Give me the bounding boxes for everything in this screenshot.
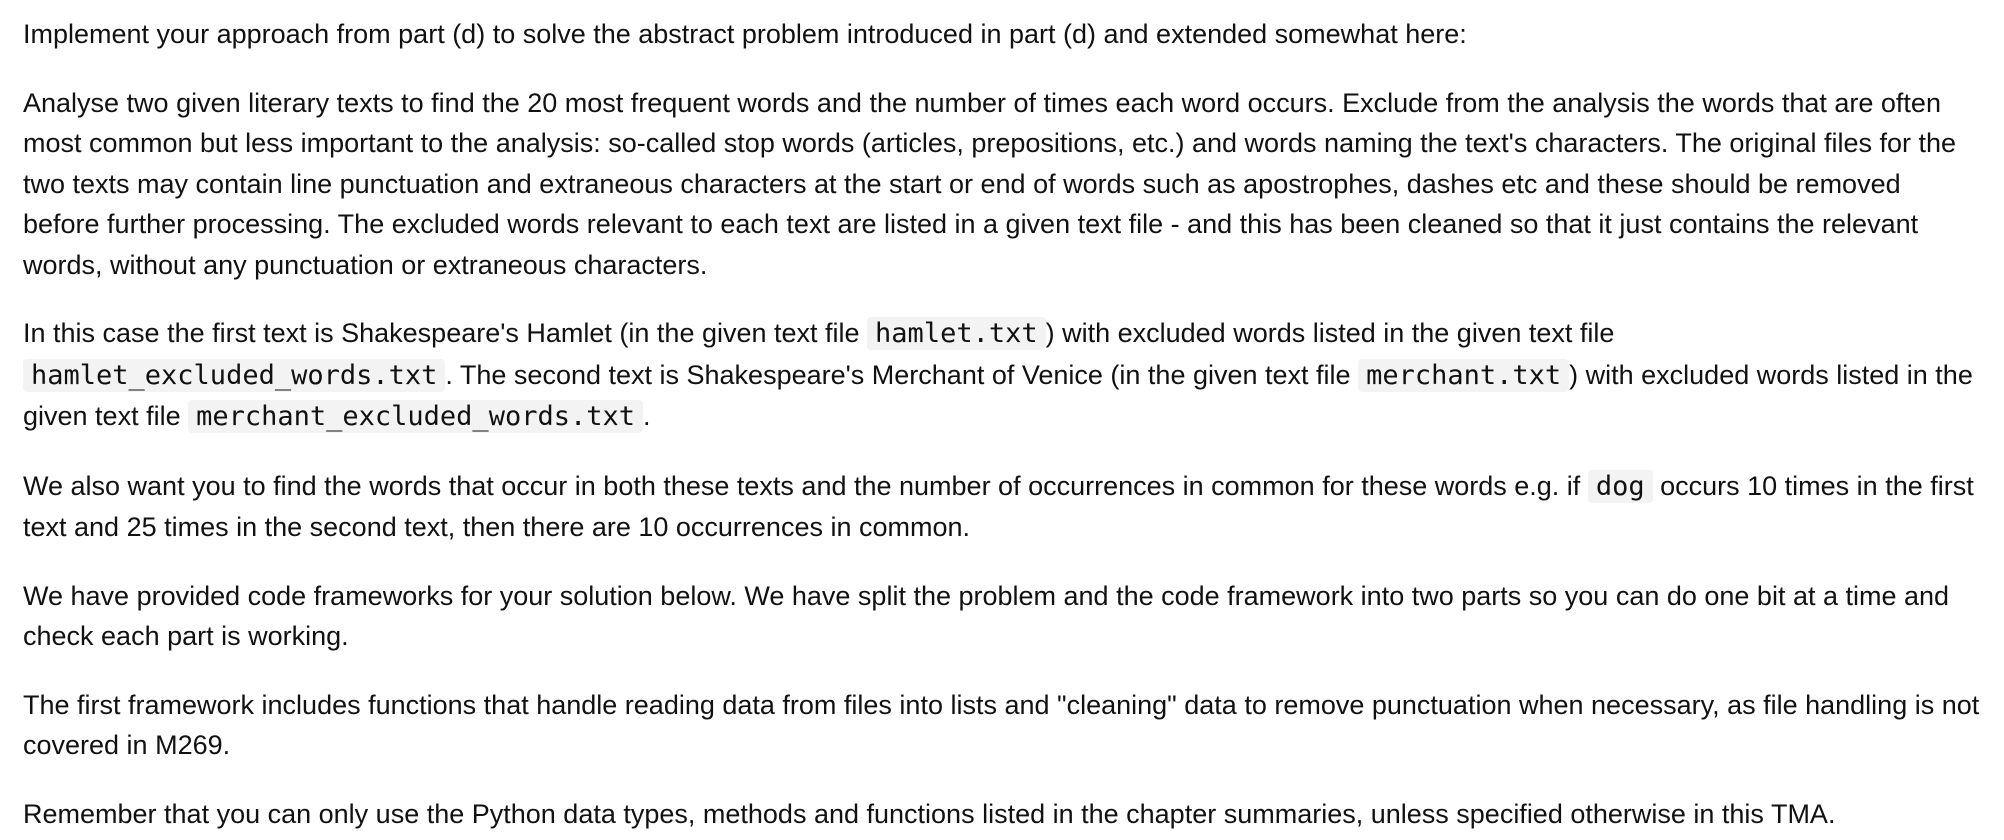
code-hamlet-file: hamlet.txt — [867, 317, 1046, 350]
intro-paragraph: Implement your approach from part (d) to solve the abstract problem introduced in part (d) and extended somewhat here: — [23, 19, 1467, 49]
text-segment: ) with excluded words listed in the given text file — [23, 359, 1973, 431]
reminder-paragraph: Remember that you can only use the Python data types, methods and functions listed in the chapter summaries, unless specified otherwise in this TMA. — [23, 798, 1836, 829]
code-hamlet-excluded-file: hamlet_excluded_words.txt — [23, 359, 445, 392]
text-segment: . — [643, 401, 651, 431]
code-merchant-excluded-file: merchant_excluded_words.txt — [188, 400, 643, 433]
first-framework-paragraph: The first framework includes functions that handle reading data from files into lists and "cleaning" data to remove punctuation when necessary, as file handling is not covered in M269. — [23, 689, 1980, 760]
text-segment: . The second text is Shakespeare's Merchant of Venice (in the given text file — [445, 359, 1359, 390]
text-segment: ) with excluded words listed in the given text file — [1045, 318, 1615, 348]
code-example-word: dog — [1588, 470, 1653, 503]
input-files-paragraph — [23, 313, 1981, 438]
task-description-paragraph: Analyse two given literary texts to find the 20 most frequent words and the number of times each word occurs. Exclude from the analysis the words that are often most common but less important to the analysis: so-called stop words (articles, prepositions, etc.) and words naming the text's characters. The original files for the two texts may contain line punctuation and extraneous characters at the start or end of words such as apostrophes, dashes etc and these should be removed before further processing. The excluded words relevant to each text are listed in a given text file - and this has been cleaned so that it just contains the relevant words, without any punctuation or extraneous characters. — [23, 87, 1957, 280]
common-words-paragraph — [23, 466, 1981, 548]
text-segment: occurs 10 times in the first text and 25 times in the second text, then there are 10 occurrences in common. — [23, 470, 1974, 542]
code-merchant-file: merchant.txt — [1358, 359, 1569, 392]
text-segment: In this case the first text is Shakespeare's Hamlet (in the given text file — [23, 318, 868, 348]
frameworks-paragraph: We have provided code frameworks for your solution below. We have split the problem and the code framework into two parts so you can do one bit at a time and check each part is working. — [23, 580, 1950, 651]
text-segment: We also want you to find the words that occur in both these texts and the number of occurrences in common for these words e.g. if — [23, 470, 1588, 501]
